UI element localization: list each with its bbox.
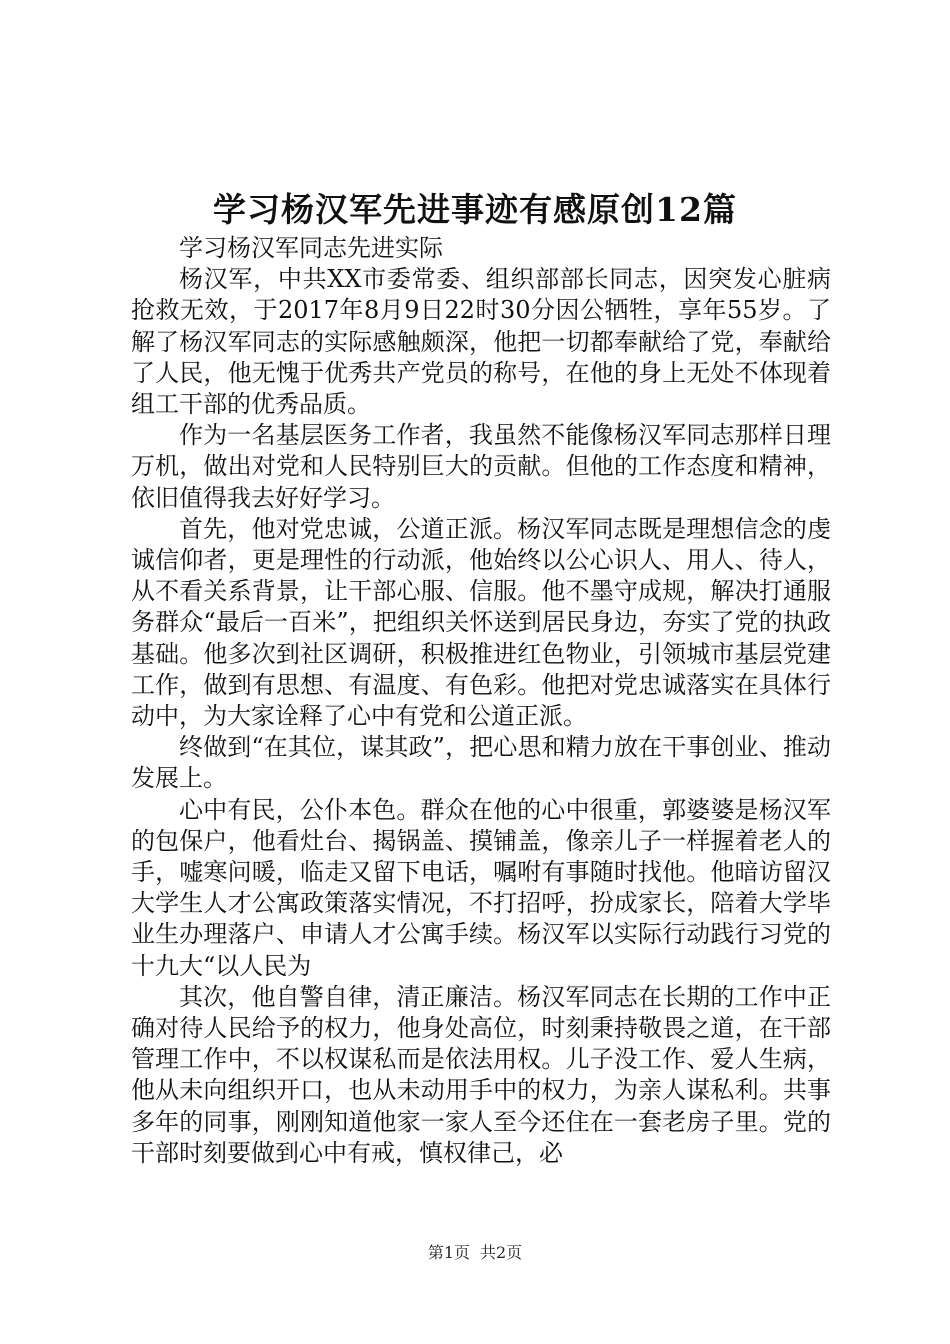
page-number: 第1页 xyxy=(427,1243,470,1262)
page-footer xyxy=(0,1241,950,1265)
paragraph: 其次，他自警自律，清正廉洁。杨汉军同志在长期的工作中正确对待人民给予的权力，他身处高位，时刻秉持敬畏之道，在干部管理工作中，不以权谋私而是依法用权。儿子没工作、爱人生病，他从未向组织开口，也从未动用手中的权力，为亲人谋私利。共事多年的同事，刚刚知道他家一家人至今还住在一套老房子里。党的干部时刻要做到心中有戒，慎权律己，必 xyxy=(131,982,831,1167)
document-body xyxy=(131,233,831,1169)
paragraph: 学习杨汉军同志先进实际 xyxy=(179,234,443,262)
paragraph: 心中有民，公仆本色。群众在他的心中很重，郭婆婆是杨汉军的包保户，他看灶台、揭锅盖、摸铺盖，像亲儿子一样握着老人的手，嘘寒问暖，临走又留下电话，嘱咐有事随时找他。他暗访留汉大学生人才公寓政策落实情况，不打招呼，扮成家长，陪着大学毕业生办理落户、申请人才公寓手续。杨汉军以实际行动践行习党的十九大“以人民为 xyxy=(131,795,831,980)
document-title: 学习杨汉军先进事迹有感原创12篇 xyxy=(213,190,737,229)
page-total: 共2页 xyxy=(480,1243,523,1262)
paragraph: 杨汉军，中共XX市委常委、组织部部长同志，因突发心脏病抢救无效，于2017年8月9日22时30分因公牺牲，享年55岁。了解了杨汉军同志的实际感触颇深，他把一切都奉献给了党，奉献给了人民，他无愧于优秀共产党员的称号，在他的身上无处不体现着组工干部的优秀品质。 xyxy=(131,265,831,419)
paragraph: 作为一名基层医务工作者，我虽然不能像杨汉军同志那样日理万机，做出对党和人民特别巨大的贡献。但他的工作态度和精神，依旧值得我去好好学习。 xyxy=(131,421,831,512)
paragraph: 终做到“在其位，谋其政”，把心思和精力放在干事创业、推动发展上。 xyxy=(131,733,831,793)
paragraph: 首先，他对党忠诚，公道正派。杨汉军同志既是理想信念的虔诚信仰者，更是理性的行动派，他始终以公心识人、用人、待人，从不看关系背景，让干部心服、信服。他不墨守成规，解决打通服务群众“最后一百米”，把组织关怀送到居民身边，夯实了党的执政基础。他多次到社区调研，积极推进红色物业，引领城市基层党建工作，做到有思想、有温度、有色彩。他把对党忠诚落实在具体行动中，为大家诠释了心中有党和公道正派。 xyxy=(131,514,831,731)
